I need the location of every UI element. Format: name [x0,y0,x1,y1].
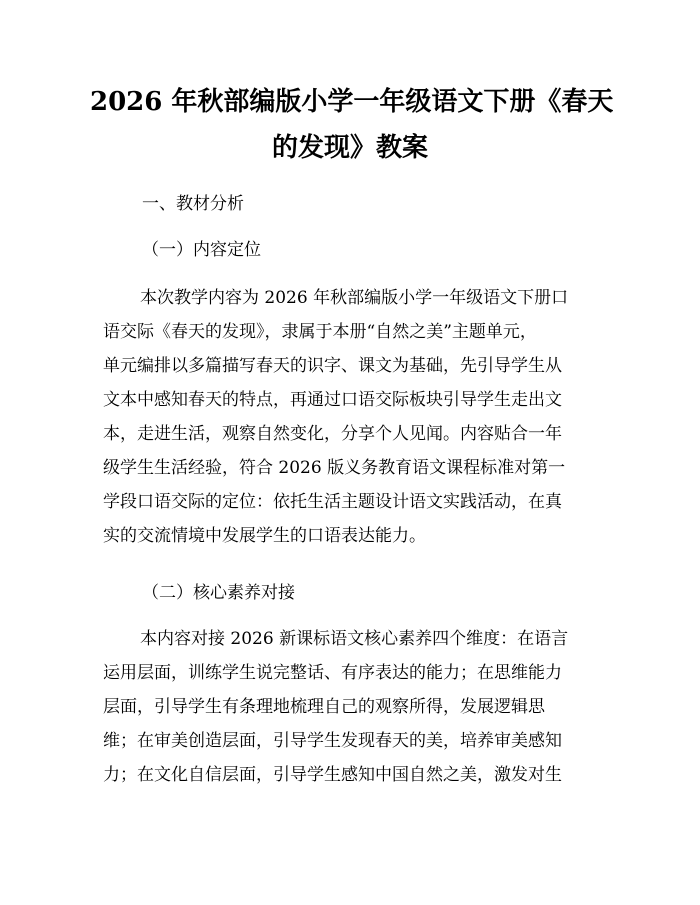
paragraph-line: 力；在文化自信层面，引导学生感知中国自然之美，激发对生 [103,765,562,785]
paragraph-line: 层面，引导学生有条理地梳理自己的观察所得，发展逻辑思 [103,697,545,717]
subsection-heading-core-literacy: （二）核心素养对接 [142,583,295,603]
paragraph-line: 级学生生活经验，符合 2026 版义务教育语文课程标准对第一 [103,458,566,478]
paragraph-line: 实的交流情境中发展学生的口语表达能力。 [103,526,426,546]
paragraph-line: 学段口语交际的定位：依托生活主题设计语文实践活动，在真 [103,492,562,512]
paragraph-line: 单元编排以多篇描写春天的识字、课文为基础，先引导学生从 [103,356,562,376]
paragraph-line: 语交际《春天的发现》，隶属于本册“自然之美”主题单元， [103,322,537,342]
paragraph-line: 文本中感知春天的特点，再通过口语交际板块引导学生走出文 [103,390,562,410]
section-heading-textbook-analysis: 一、教材分析 [142,194,244,214]
paragraph-line: 本内容对接 2026 新课标语文核心素养四个维度：在语言 [140,629,569,649]
paragraph-line: 本，走进生活，观察自然变化，分享个人见闻。内容贴合一年 [103,424,562,444]
subsection-heading-content-positioning: （一）内容定位 [142,240,261,260]
paragraph-line: 运用层面，训练学生说完整话、有序表达的能力；在思维能力 [103,663,562,683]
document-title-line-1: 2026 年秋部编版小学一年级语文下册《春天 [90,87,614,117]
paragraph-line: 维；在审美创造层面，引导学生发现春天的美，培养审美感知 [103,731,562,751]
document-title-line-2: 的发现》教案 [271,133,428,163]
paragraph-line: 本次教学内容为 2026 年秋部编版小学一年级语文下册口 [140,288,569,308]
